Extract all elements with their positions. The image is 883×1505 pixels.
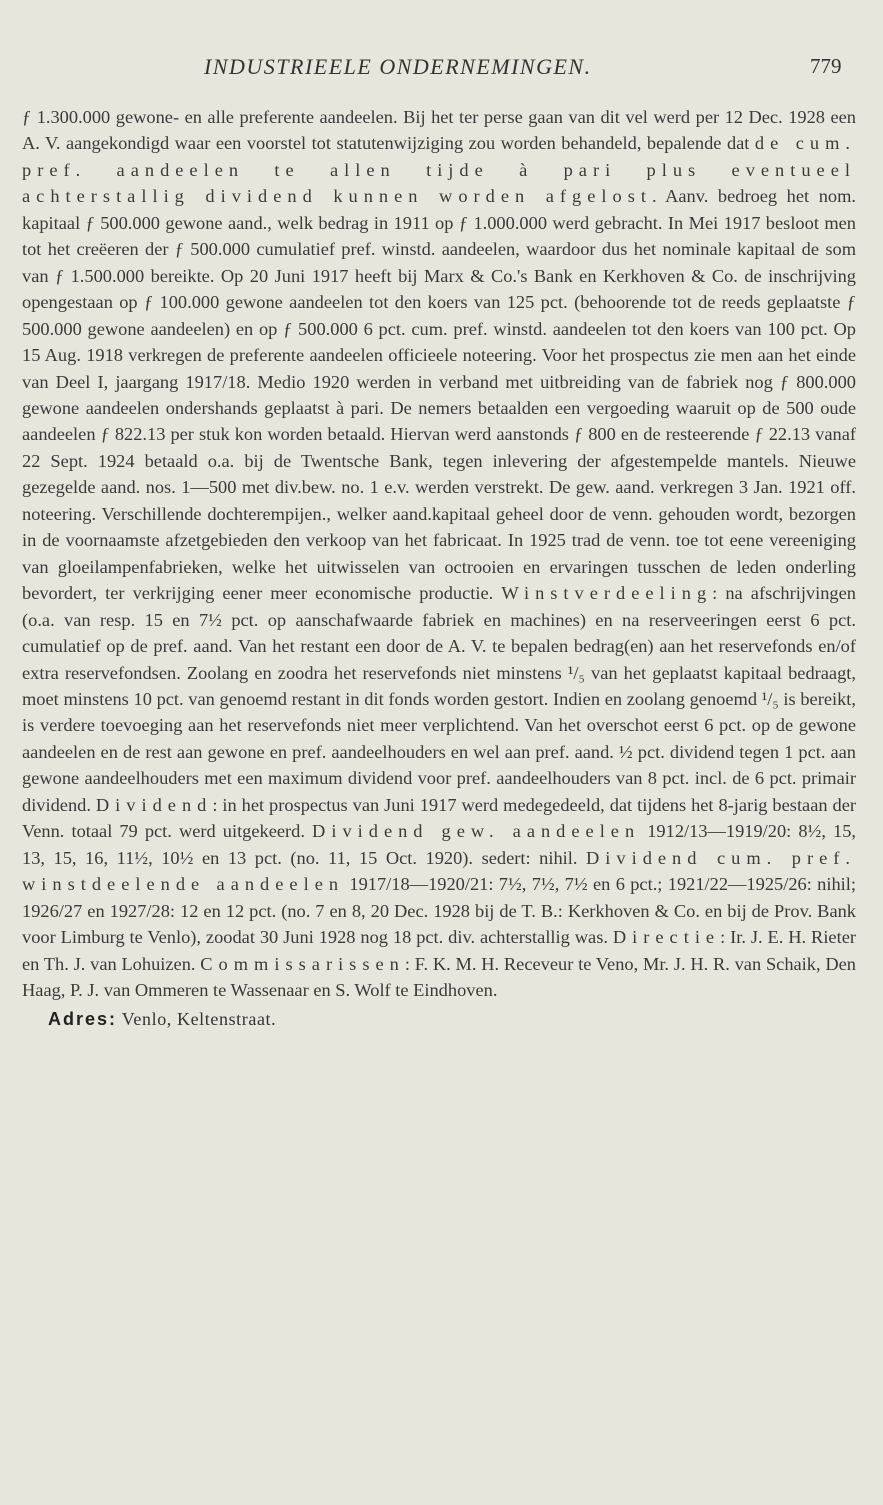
heading-dividend-pref-aandeelen: Dividend cum. pref. winstdeelende aandeelen [22,847,856,895]
heading-dividend: Dividend [95,794,213,815]
heading-directie: Directie [612,927,721,948]
text-segment: 1917/18—1920/21: 7½, 7½, 7½ en 6 pct.; 1921/22—1925/26: nihil; 1926/27 en 1927/28: 12 en 12 pct. (no. 7 en 8, 20 Dec. 1928 bij de T. B.: Kerkhoven & Co. en bij de Prov. Bank voor Limburg te Venlo), zoodat 30 Juni 1928 nog 18 pct. div. achterstallig was. [22,874,856,948]
address-line [48,1009,276,1030]
running-title: INDUSTRIEELE ONDERNEMINGEN. [204,54,592,79]
heading-winstverdeeling: Winstverdeeling [501,583,713,604]
text-segment: : na afschrijvingen (o.a. van resp. 15 en 7½ pct. op aanschafwaarde fabriek en machines) en na reserveeringen eerst 6 pct. cumulatief op de pref. aand. Van het restant een door de A. V. te bepalen bedrag(en) aan het reservefonds en/of extra reservefondsen. Zoolang en zoodra het reservefonds niet minstens ¹/₅ van het geplaatst kapitaal bedraagt, moet minstens 10 pct. van genoemd restant in dit fonds worden gestort. Indien en zoolang genoemd ¹/₅ is bereikt, is verdere toevoeging aan het reservefonds niet meer verplichtend. Van het overschot eerst 6 pct. op de gewone aandeelen en de rest aan gewone en pref. aandeelhouders en wel aan pref. aand. ½ pct. dividend tegen 1 pct. aan gewone aandeelhouders met een maximum dividend voor pref. aandeelhouders van 8 pct. incl. de 6 pct. primair dividend. [22,583,856,815]
text-segment: . Aanv. bedroeg het nom. kapitaal ƒ 500.000 gewone aand., welk bedrag in 1911 op ƒ 1.000.000 werd gebracht. In Mei 1917 besloot men tot het creëeren der ƒ 500.000 cumulatief pref. winstd. aandeelen, waardoor dus het nominale kapitaal de som van ƒ 1.500.000 bereikte. Op 20 Juni 1917 heeft bij Marx & Co.'s Bank en Kerkhoven & Co. de inschrijving opengestaan op ƒ 100.000 gewone aandeelen tot den koers van 125 pct. (behoorende tot de reeds geplaatste ƒ 500.000 gewone aandeelen) en op ƒ 500.000 6 pct. cum. pref. winstd. aandeelen tot den koers van 100 pct. Op 15 Aug. 1918 verkregen de preferente aandeelen officieele noteering. Voor het prospectus zie men aan het einde van Deel I, jaargang 1917/18. Medio 1920 werden in verband met uitbreiding van de fabriek nog ƒ 800.000 gewone aandeelen ondershands geplaatst à pari. De nemers betaalden een vergoeding waaruit op de 500 oude aandeelen ƒ 822.13 per stuk kon worden betaald. Hiervan werd aanstonds ƒ 800 en de resteerende ƒ 22.13 vanaf 22 Sept. 1924 betaald o.a. bij de Twentsche Bank, tegen inlevering der afgestempelde mantels. Nieuwe gezegelde aand. nos. 1—500 met div.bew. no. 1 e.v. werden verstrekt. De gew. aand. verkregen 3 Jan. 1921 off. noteering. Verschillende dochterempijen., welker aand.kapitaal geheel door de venn. gehouden wordt, bezorgen in de voornaamste afzetgebieden den verkoop van het fabricaat. In 1925 trad de venn. toe tot eene vereeniging van gloeilampenfabrieken, welke het uitwisselen van octrooien en ervaringen tusschen de leden onderling bevordert, ter verkrijging eener meer economische productie. [22,186,856,604]
text-segment: : F. K. M. H. Receveur te Veno, Mr. J. H. R. van Schaik, Den Haag, P. J. van Ommeren te Wassenaar en S. Wolf te Eindhoven. [22,953,857,1000]
body-paragraph [22,104,856,1003]
page-number: 779 [810,54,842,78]
text-segment: : Ir. J. E. H. Rieter en Th. J. van Lohuizen. [22,927,856,974]
text-segment: 1912/13—1919/20: 8½, 15, 13, 15, 16, 11½, 10½ en 13 pct. (no. 11, 15 Oct. 1920). sedert: nihil. [22,821,856,868]
text-segment: ƒ 1.300.000 gewone- en alle preferente aandeelen. Bij het ter perse gaan van dit vel werd per 12 Dec. 1928 een A. V. aangekondigd waar een voorstel tot statutenwijziging zou worden behandeld, bepalende dat [22,107,856,154]
spaced-clause-aflossing: de cum. pref. aandeelen te allen tijde à pari plus eventueel achterstallig dividend kunnen worden afgelost [22,133,856,207]
heading-commissarissen: Commissarissen [200,953,405,974]
heading-dividend-gewone-aandeelen: Dividend gew. aandeelen [312,821,641,842]
running-header [0,52,883,82]
address-value: Venlo, Keltenstraat. [121,1009,277,1029]
text-segment: : in het prospectus van Juni 1917 werd medegedeeld, dat tijdens het 8-jarig bestaan der Venn. totaal 79 pct. werd uitgekeerd. [22,794,856,842]
address-label: Adres: [48,1009,118,1029]
